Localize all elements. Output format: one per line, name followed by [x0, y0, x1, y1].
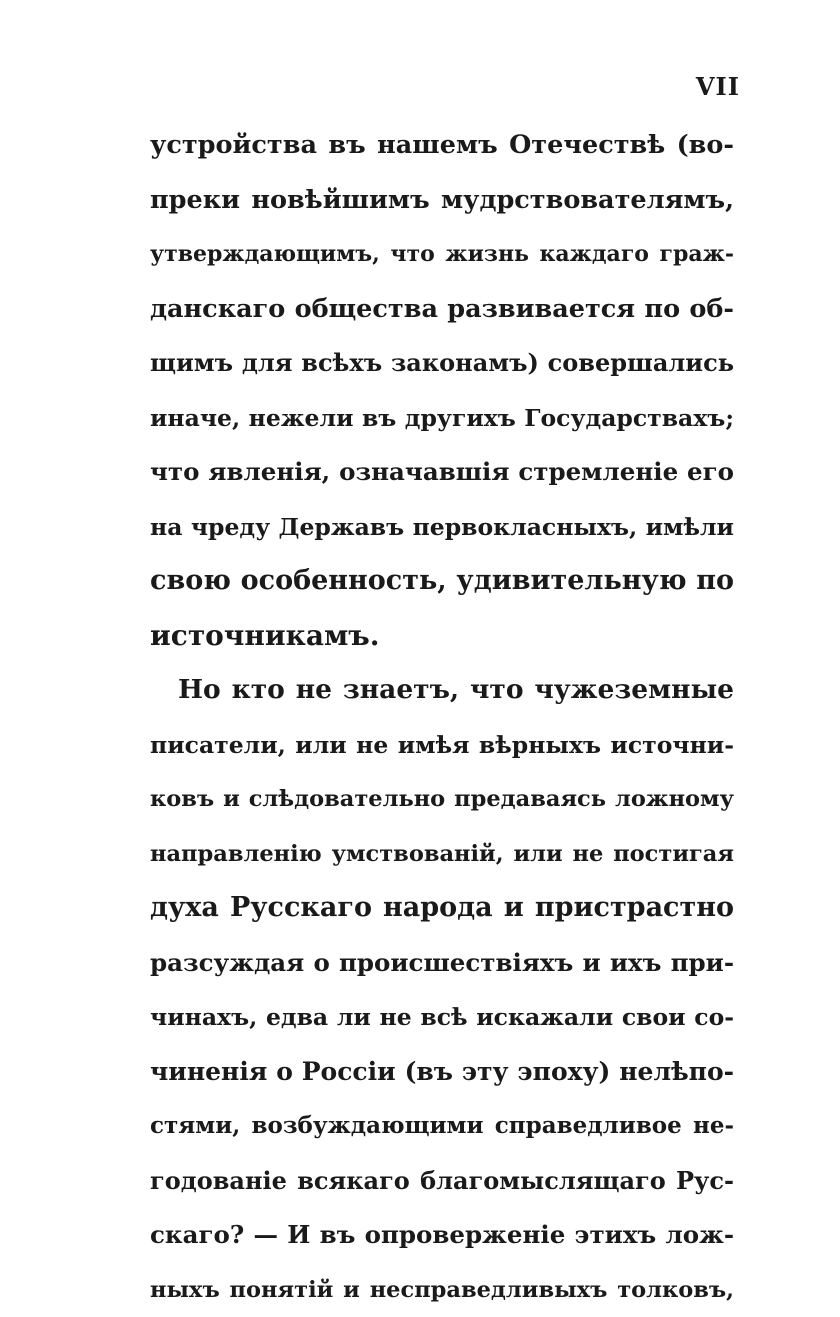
text-line: годованіе всякаго благомыслящаго Рус-	[150, 1154, 734, 1209]
text-line: иначе, нежели въ другихъ Государствахъ;	[150, 391, 734, 446]
text-line: утверждающимъ, что жизнь каждаго граж-	[150, 227, 734, 282]
text-line: направленію умствованій, или не постигая	[150, 827, 734, 882]
text-line: на чреду Державъ первокласныхъ, имѣли	[150, 500, 734, 555]
text-line: источникамъ.	[150, 609, 734, 664]
text-line: свою особенность, удивительную по	[150, 554, 734, 609]
text-line: разсуждая о происшествіяхъ и ихъ при-	[150, 936, 734, 991]
text-line: чинахъ, едва ли не всѣ искажали свои со-	[150, 990, 734, 1045]
page-number: VII	[696, 72, 740, 101]
paragraph-1	[150, 118, 734, 663]
text-line: преки новѣйшимъ мудрствователямъ,	[150, 173, 734, 228]
text-line: что явленія, означавшія стремленіе его	[150, 445, 734, 500]
text-line: стями, возбуждающими справедливое не-	[150, 1099, 734, 1154]
text-line: данскаго общества развивается по об-	[150, 282, 734, 337]
text-line: скаго? — И въ опроверженіе этихъ лож-	[150, 1208, 734, 1263]
text-line: ныхъ понятій и несправедливыхъ толковъ,	[150, 1263, 734, 1317]
text-line: щимъ для всѣхъ законамъ) совершались	[150, 336, 734, 391]
text-line: писатели, или не имѣя вѣрныхъ источни-	[150, 718, 734, 773]
text-line: чиненія о Россіи (въ эту эпоху) нелѣпо-	[150, 1045, 734, 1100]
text-line: устройства въ нашемъ Отечествѣ (во-	[150, 118, 734, 173]
body-text	[150, 118, 734, 1317]
paragraph-2	[150, 663, 734, 1317]
text-line: Но кто не знаетъ, что чужеземные	[150, 663, 734, 718]
text-line: духа Русскаго народа и пристрастно	[150, 881, 734, 936]
text-line: ковъ и слѣдовательно предаваясь ложному	[150, 772, 734, 827]
